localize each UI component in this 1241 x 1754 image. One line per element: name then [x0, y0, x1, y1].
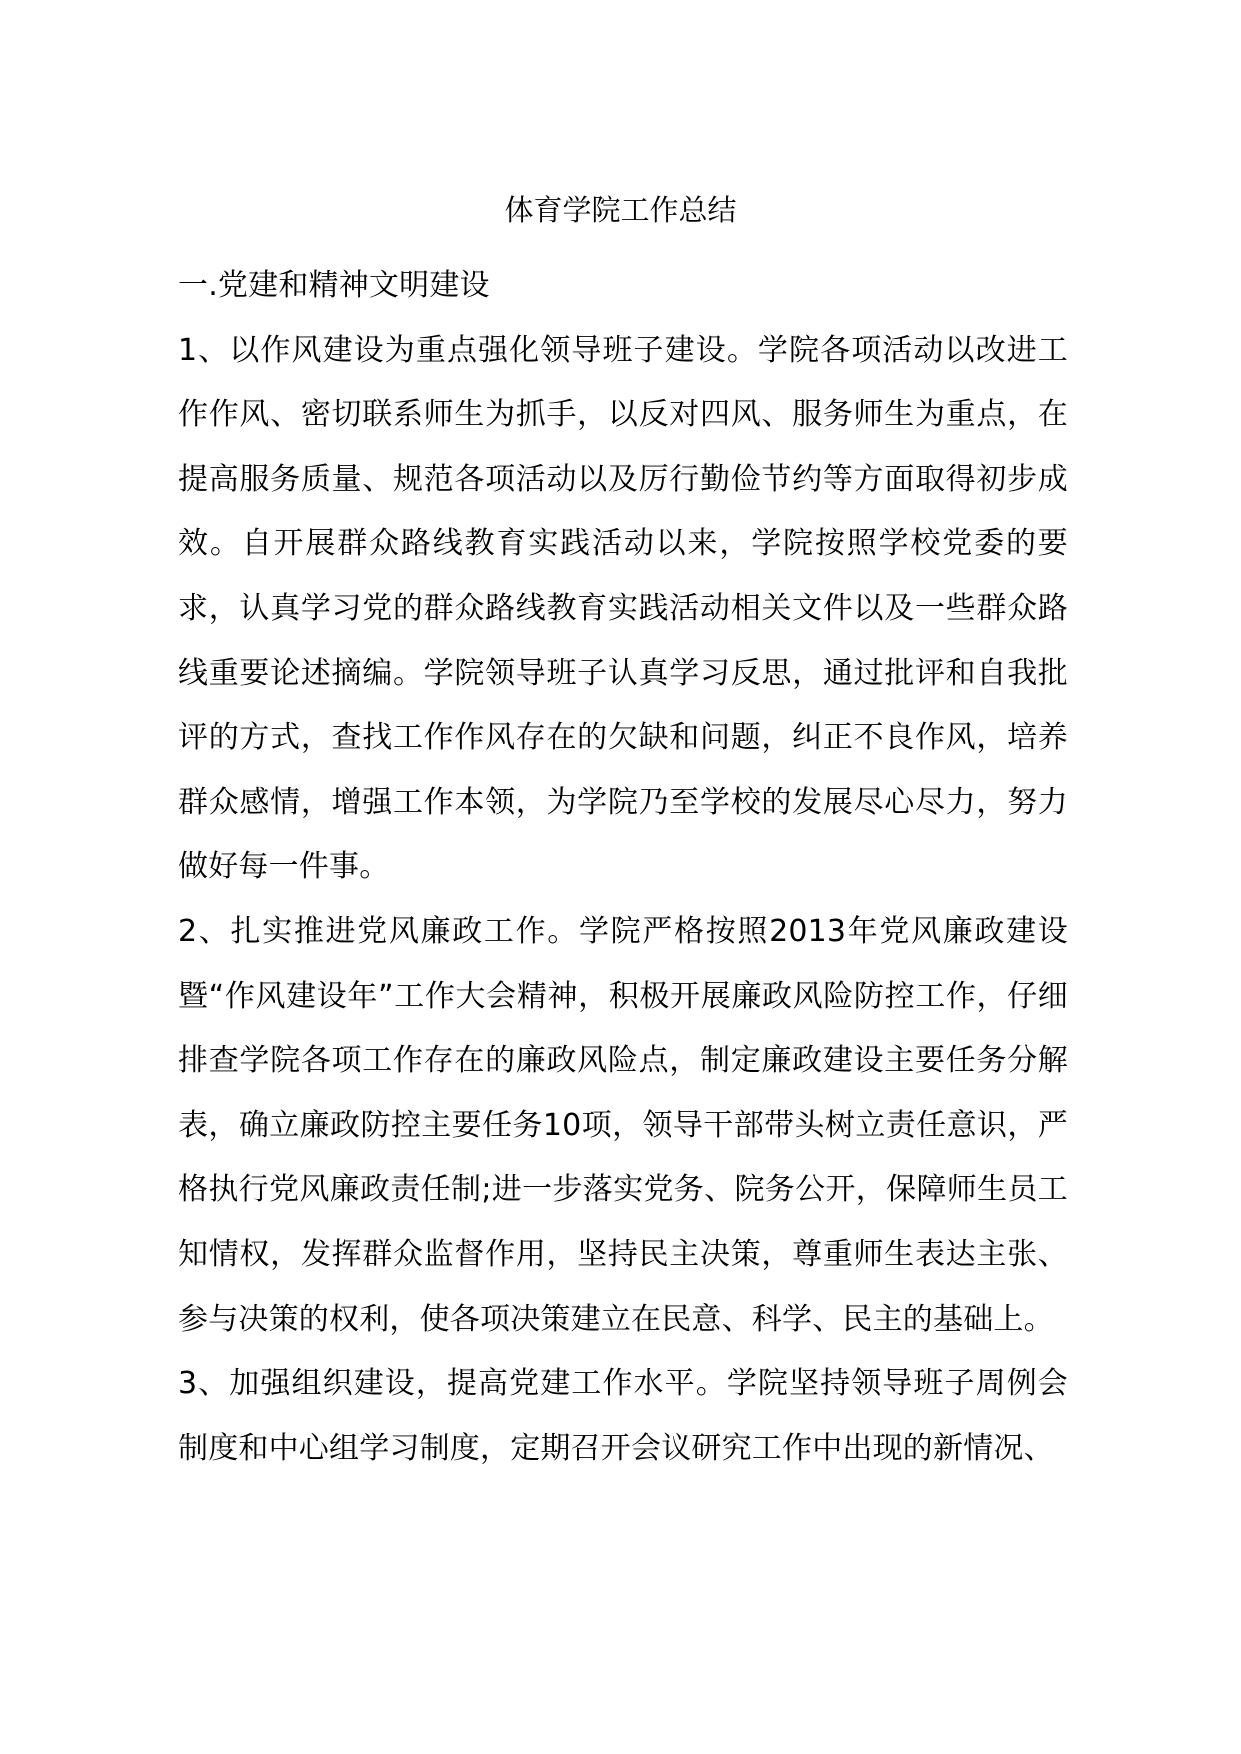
- paragraph-3: 3、加强组织建设，提高党建工作水平。学院坚持领导班子周例会制度和中心组学习制度，定期召开会议研究工作中出现的新情况、: [178, 1366, 1068, 1466]
- document-title: 体育学院工作总结: [504, 193, 737, 227]
- document-body: [178, 254, 1068, 1481]
- paragraph-1: 1、以作风建设为重点强化领导班子建设。学院各项活动以改进工作作风、密切联系师生为抓手，以反对四风、服务师生为重点，在提高服务质量、规范各项活动以及厉行勤俭节约等方面取得初步成效。自开展群众路线教育实践活动以来，学院按照学校党委的要求，认真学习党的群众路线教育实践活动相关文件以及一些群众路线重要论述摘编。学院领导班子认真学习反思，通过批评和自我批评的方式，查找工作作风存在的欠缺和问题，纠正不良作风，培养群众感情，增强工作本领，为学院乃至学校的发展尽心尽力，努力做好每一件事。: [178, 332, 1068, 885]
- paragraph-2: 2、扎实推进党风廉政工作。学院严格按照2013年党风廉政建设暨“作风建设年”工作大会精神，积极开展廉政风险防控工作，仔细排查学院各项工作存在的廉政风险点，制定廉政建设主要任务分解表，确立廉政防控主要任务10项，领导干部带头树立责任意识，严格执行党风廉政责任制;进一步落实党务、院务公开，保障师生员工知情权，发挥群众监督作用，坚持民主决策，尊重师生表达主张、参与决策的权利，使各项决策建立在民意、科学、民主的基础上。: [178, 913, 1068, 1337]
- section-heading: 一.党建和精神文明建设: [178, 268, 490, 303]
